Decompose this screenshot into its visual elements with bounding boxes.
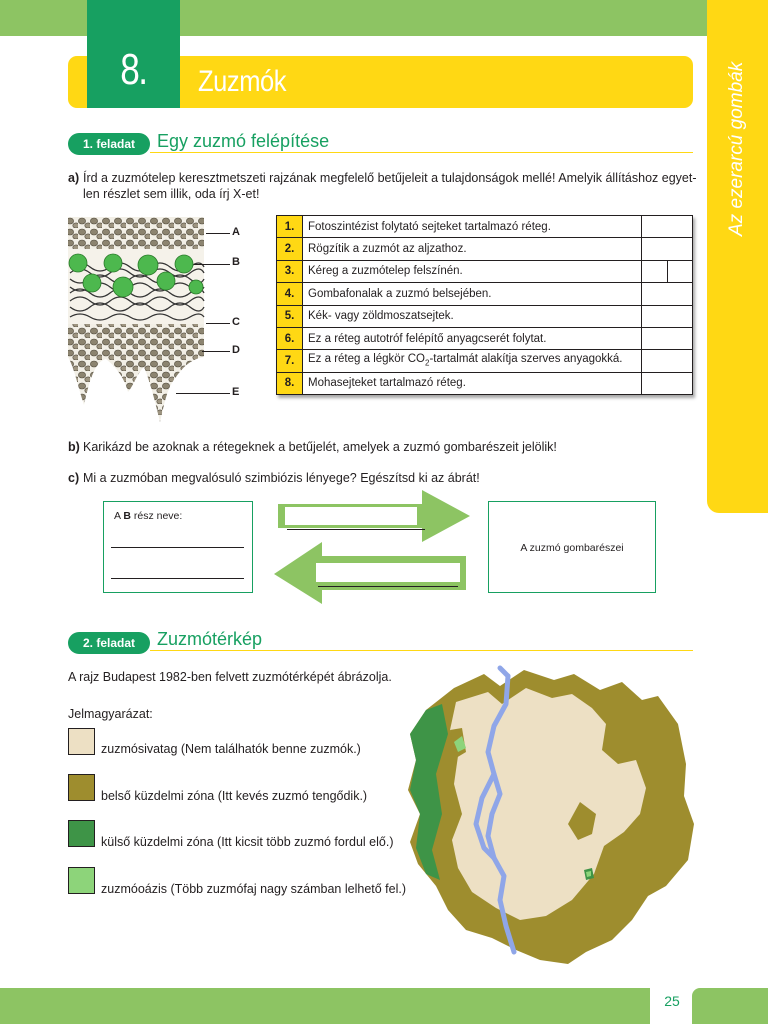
answer-line[interactable] <box>318 586 458 587</box>
task1-a-line2: len részlet sem illik, oda írj X-et! <box>83 187 260 201</box>
table-row <box>277 372 693 394</box>
task2-intro: A rajz Budapest 1982-ben felvett zuzmótérképét ábrázolja. <box>68 670 392 684</box>
legend-text-outer-zone: külső küzdelmi zóna (Itt kicsit több zuzmó fordul elő.) <box>101 835 394 849</box>
row-number: 3. <box>277 260 303 282</box>
row-text: Gombafonalak a zuzmó belsejében. <box>303 283 642 305</box>
task1-a-line1: Írd a zuzmótelep keresztmetszeti rajzának megfelelő betűjeleit a tulajdonságok mellé! Amelyik állításhoz egyet- <box>83 171 697 185</box>
leader-c <box>206 323 230 324</box>
answer-cell[interactable] <box>642 283 693 305</box>
diagram-label-b: B <box>232 256 240 268</box>
symbiosis-arrows <box>270 488 475 606</box>
task1-b-text: Karikázd be azoknak a rétegeknek a betűjelét, amelyek a zuzmó gombarészeit jelölik! <box>83 440 557 454</box>
row-number: 6. <box>277 327 303 349</box>
row-text: Kéreg a zuzmótelep felszínén. <box>303 260 642 282</box>
legend-swatch-oasis <box>68 867 95 894</box>
leader-a <box>206 233 230 234</box>
task2-title: Zuzmótérkép <box>157 629 263 649</box>
table-row <box>277 260 693 282</box>
algae-name-label: A B rész neve: <box>114 510 183 522</box>
row-text: Ez a réteg autotróf felépítő anyagcserét folytat. <box>303 327 642 349</box>
table-row <box>277 350 693 372</box>
bottom-band <box>0 988 650 1024</box>
row-text: Fotoszintézist folytató sejteket tartalmazó réteg. <box>303 216 642 238</box>
table-row <box>277 327 693 349</box>
answer-cell[interactable] <box>642 372 693 394</box>
legend-swatch-outer-zone <box>68 820 95 847</box>
leader-d <box>202 351 230 352</box>
answer-cell[interactable] <box>642 327 693 349</box>
legend-text-oasis: zuzmóoázis (Több zuzmófaj nagy számban lelhető fel.) <box>101 882 407 896</box>
chapter-title: Zuzmók <box>198 65 287 98</box>
row-text: Ez a réteg a légkör $CO_2$-tartalmát alakítja szerves anyagokká. <box>303 350 642 372</box>
leader-e <box>176 393 230 394</box>
answer-cell[interactable] <box>642 350 693 372</box>
task1-a-marker: a) <box>68 171 80 185</box>
table-row <box>277 283 693 305</box>
legend-title: Jelmagyarázat: <box>68 707 153 721</box>
row-number: 1. <box>277 216 303 238</box>
diagram-label-e: E <box>232 386 240 398</box>
table-row <box>277 216 693 238</box>
answer-line[interactable] <box>287 529 425 530</box>
task1-c-marker: c) <box>68 471 80 485</box>
row-number: 7. <box>277 350 303 372</box>
leader-b <box>194 264 230 265</box>
answer-line[interactable] <box>111 547 244 548</box>
answer-cell[interactable] <box>642 260 668 282</box>
legend-swatch-inner-zone <box>68 774 95 801</box>
row-number: 2. <box>277 238 303 260</box>
answer-cell[interactable] <box>642 216 693 238</box>
legend-swatch-desert <box>68 728 95 755</box>
task2-pill: 2. feladat <box>68 632 150 654</box>
page-box <box>692 988 768 1024</box>
answer-cell[interactable] <box>642 238 693 260</box>
lichen-cross-section <box>66 217 206 432</box>
task1-b-marker: b) <box>68 440 80 454</box>
task1-title: Egy zuzmó felépítése <box>157 131 330 151</box>
row-number: 8. <box>277 372 303 394</box>
row-text: Rögzítik a zuzmót az aljzathoz. <box>303 238 642 260</box>
task1-pill: 1. feladat <box>68 133 150 155</box>
properties-table <box>276 215 693 395</box>
row-text: Mohasejteket tartalmazó réteg. <box>303 372 642 394</box>
legend-text-desert: zuzmósivatag (Nem találhatók benne zuzmók.) <box>101 742 361 756</box>
page-number: 25 <box>664 993 680 1009</box>
answer-cell[interactable] <box>667 260 693 282</box>
task1-c-text: Mi a zuzmóban megvalósuló szimbiózis lényege? Egészítsd ki az ábrát! <box>83 471 480 485</box>
diagram-label-a: A <box>232 226 240 238</box>
row-number: 5. <box>277 305 303 327</box>
task1-rule <box>150 152 693 153</box>
legend-text-inner-zone: belső küzdelmi zóna (Itt kevés zuzmó tengődik.) <box>101 789 368 803</box>
budapest-lichen-map <box>396 664 696 969</box>
fungal-part-label: A zuzmó gombarészei <box>520 542 624 554</box>
diagram-label-d: D <box>232 344 240 356</box>
answer-line[interactable] <box>111 578 244 579</box>
task2-rule <box>150 650 693 651</box>
row-text: Kék- vagy zöldmoszatsejtek. <box>303 305 642 327</box>
diagram-label-c: C <box>232 316 240 328</box>
table-row <box>277 238 693 260</box>
chapter-number: 8. <box>87 0 180 108</box>
answer-cell[interactable] <box>642 305 693 327</box>
row-number: 4. <box>277 283 303 305</box>
table-row <box>277 305 693 327</box>
